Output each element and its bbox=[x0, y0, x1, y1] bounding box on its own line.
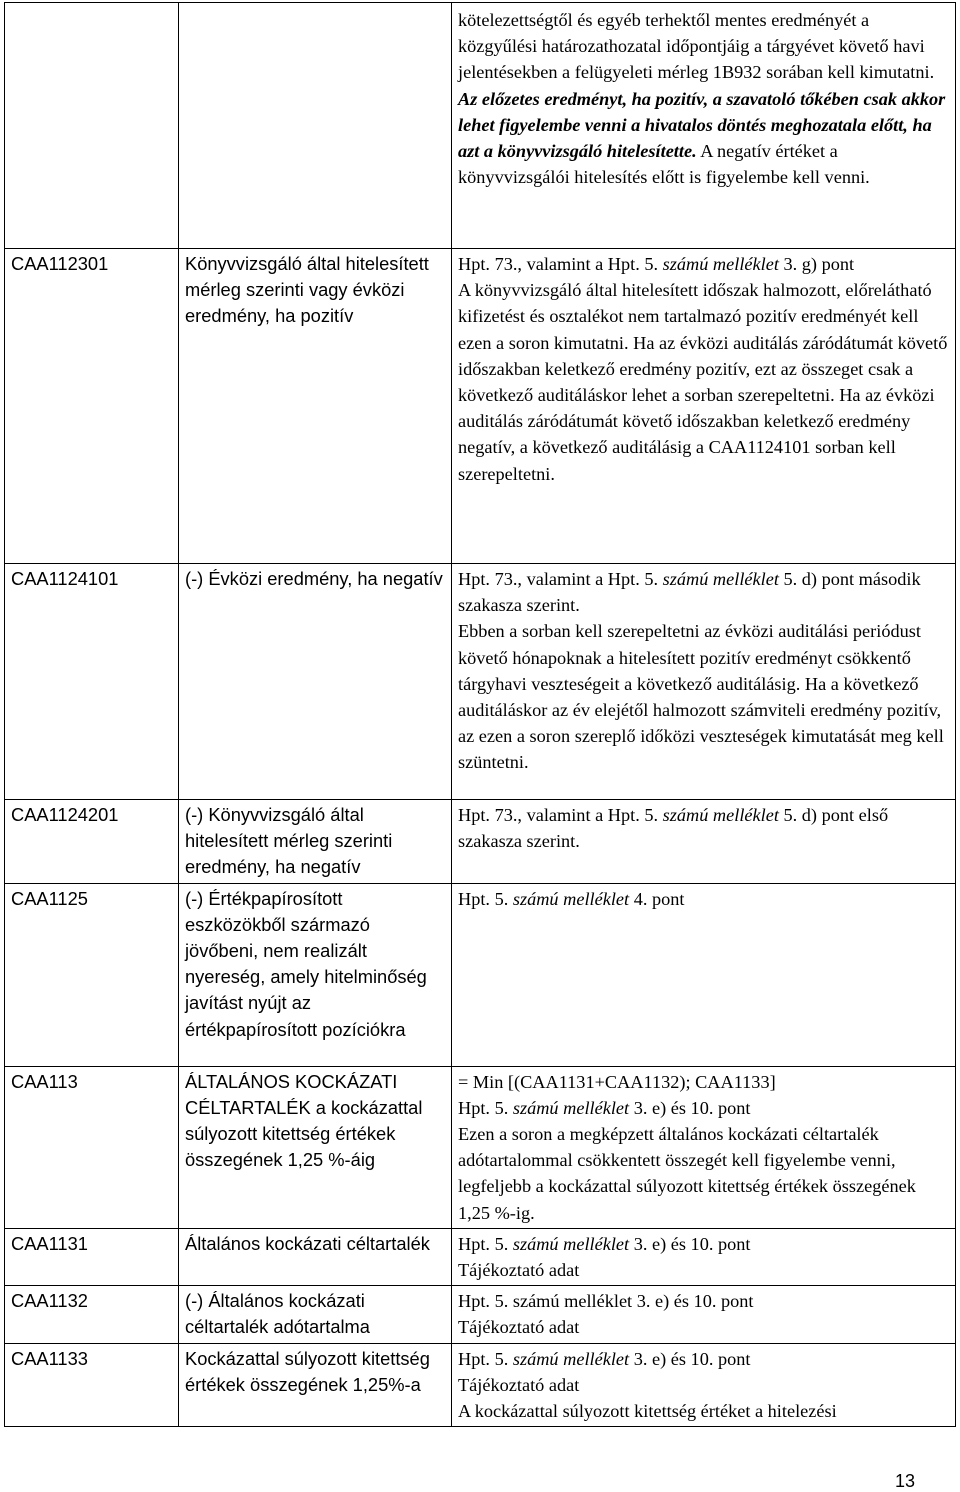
row-code: CAA1132 bbox=[5, 1286, 179, 1343]
row-description bbox=[452, 249, 956, 564]
formula: = Min [(CAA1131+CAA1132); CAA1133] bbox=[458, 1071, 776, 1092]
row-code: CAA112301 bbox=[5, 249, 179, 564]
legal-reference: Hpt. 73., valamint a Hpt. 5. számú melléklet 3. g) pont bbox=[458, 254, 855, 274]
paragraph: kötelezettségtől és egyéb terhektől mentes eredményét a közgyűlési határozathozatal időpontjáig a tárgyévet követő havi jelentésekben a felügyeleti mérleg 1B932 sorában kell kimutatni. bbox=[458, 10, 935, 83]
table-row bbox=[5, 1343, 956, 1427]
legal-reference: Hpt. 5. számú melléklet 4. pont bbox=[458, 888, 685, 909]
legal-reference: Hpt. 73., valamint a Hpt. 5. számú melléklet 5. d) pont második szakasza szerint. bbox=[458, 569, 921, 616]
table-row bbox=[5, 800, 956, 884]
row-name: Általános kockázati céltartalék bbox=[179, 1228, 452, 1285]
legal-reference: Hpt. 5. számú melléklet 3. e) és 10. pont bbox=[458, 1097, 751, 1118]
row-code: CAA1124101 bbox=[5, 564, 179, 800]
row-name: (-) Értékpapírosított eszközökből származó jövőbeni, nem realizált nyereség, amely hitelminőség javítást nyújt az értékpapírosított pozíciókra bbox=[179, 883, 452, 1066]
table-row bbox=[5, 3, 956, 249]
row-code: CAA1125 bbox=[5, 883, 179, 1066]
row-code: CAA113 bbox=[5, 1066, 179, 1228]
row-description bbox=[452, 1343, 956, 1427]
paragraph: A negatív értéket a könyvvizsgálói hitelesítés előtt is figyelembe kell venni. bbox=[458, 141, 870, 188]
page-number: 13 bbox=[894, 1471, 915, 1491]
row-description bbox=[452, 1228, 956, 1285]
row-name: Könyvvizsgáló által hitelesített mérleg szerinti vagy évközi eredmény, ha pozitív bbox=[179, 249, 452, 564]
row-name: (-) Általános kockázati céltartalék adótartalma bbox=[179, 1286, 452, 1343]
paragraph: Ebben a sorban kell szerepeltetni az évközi auditálási periódust követő hónapoknak a hitelesített pozitív eredményt csökkentő tárgyhavi veszteségeit a következő auditálásig. Ha a következő auditáláskor az év elejétől halmozott számviteli eredmény pozitív, az ezen a soron szereplő időközi veszteségek kimutatását meg kell szüntetni. bbox=[458, 621, 944, 773]
table-row bbox=[5, 1286, 956, 1343]
legal-reference: Hpt. 73., valamint a Hpt. 5. számú melléklet 5. d) pont első szakasza szerint. bbox=[458, 805, 889, 852]
paragraph: Tájékoztató adat bbox=[458, 1374, 580, 1395]
paragraph: Tájékoztató adat bbox=[458, 1317, 580, 1338]
paragraph: A könyvvizsgáló által hitelesített időszak halmozott, előrelátható kifizetést és osztalékot nem tartalmazó pozitív eredményét kell ezen a soron kimutatni. Ha az évközi auditálás záródátumát követő időszakban keletkező eredmény pozitív, ezt az összeget csak a következő auditáláskor lehet a sorban szerepeltetni. Ha az évközi auditálás záródátumát követő időszakban keletkező eredmény negatív, a következő auditálásig a CAA1124101 sorban kell szerepeltetni. bbox=[458, 280, 948, 484]
row-description bbox=[452, 3, 956, 249]
row-name: Kockázattal súlyozott kitettség értékek összegének 1,25%-a bbox=[179, 1343, 452, 1427]
row-description bbox=[452, 883, 956, 1066]
table-row bbox=[5, 564, 956, 800]
legal-reference: Hpt. 5. számú melléklet 3. e) és 10. pont bbox=[458, 1233, 751, 1254]
row-description bbox=[452, 564, 956, 800]
legal-reference: Hpt. 5. számú melléklet 3. e) és 10. pont bbox=[458, 1291, 754, 1312]
row-description bbox=[452, 1286, 956, 1343]
paragraph: Tájékoztató adat bbox=[458, 1260, 580, 1281]
definitions-table bbox=[4, 2, 956, 1427]
legal-reference: Hpt. 5. számú melléklet 3. e) és 10. pont bbox=[458, 1348, 751, 1369]
row-name: (-) Évközi eredmény, ha negatív bbox=[179, 564, 452, 800]
row-name: (-) Könyvvizsgáló által hitelesített mérleg szerinti eredmény, ha negatív bbox=[179, 800, 452, 884]
row-code: CAA1133 bbox=[5, 1343, 179, 1427]
bold-italic-note: Az előzetes eredményt, ha pozitív, a szavatoló tőkében csak akkor lehet figyelembe venni a hivatalos döntés meghozatala előtt, ha azt a könyvvizsgáló hitelesítette. bbox=[458, 88, 946, 162]
row-description bbox=[452, 800, 956, 884]
paragraph: Ezen a soron a megképzett általános kockázati céltartalék adótartalommal csökkentett összegét kell figyelembe venni, legfeljebb a kockázattal súlyozott kitettség értékek összegének 1,25 %-ig. bbox=[458, 1124, 916, 1223]
row-code: CAA1124201 bbox=[5, 800, 179, 884]
row-name bbox=[179, 3, 452, 249]
table-row bbox=[5, 1228, 956, 1285]
table-row bbox=[5, 249, 956, 564]
row-code: CAA1131 bbox=[5, 1228, 179, 1285]
table-row bbox=[5, 883, 956, 1066]
row-description bbox=[452, 1066, 956, 1228]
row-name: ÁLTALÁNOS KOCKÁZATI CÉLTARTALÉK a kockázattal súlyozott kitettség értékek összegének 1,25 %-áig bbox=[179, 1066, 452, 1228]
table-row bbox=[5, 1066, 956, 1228]
row-code bbox=[5, 3, 179, 249]
paragraph: A kockázattal súlyozott kitettség értéket a hitelezési bbox=[458, 1401, 837, 1422]
